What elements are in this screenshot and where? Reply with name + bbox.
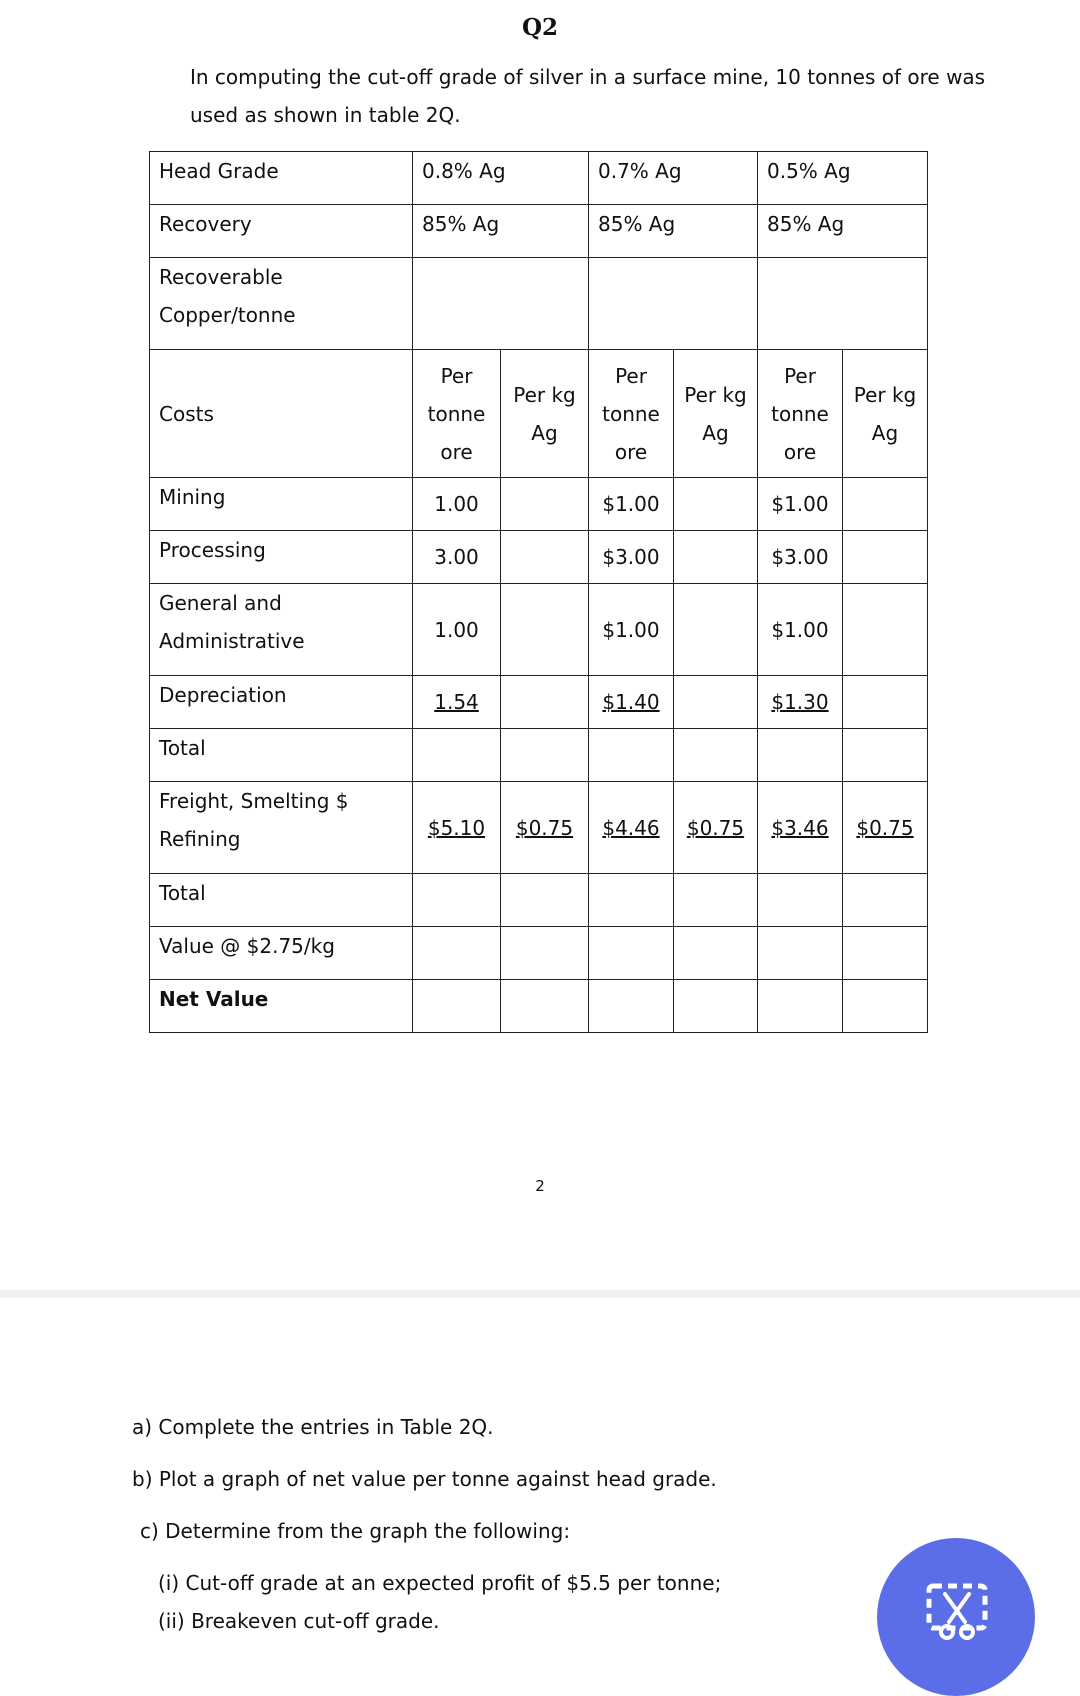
empty-cell (674, 584, 758, 676)
empty-cell (413, 258, 589, 350)
table-row (150, 478, 928, 531)
cost-cell: $1.40 (589, 676, 674, 729)
col-header-per-tonne: Per tonne ore (413, 350, 501, 478)
cost-cell: $1.00 (589, 478, 674, 531)
empty-cell (589, 874, 674, 927)
grade-cell: 0.8% Ag (413, 152, 589, 205)
row-label: Mining (150, 478, 413, 531)
cost-cell: 1.54 (413, 676, 501, 729)
empty-cell (501, 584, 589, 676)
col-header-per-tonne: Per tonne ore (758, 350, 843, 478)
cost-cell: $3.00 (758, 531, 843, 584)
empty-cell (674, 729, 758, 782)
cost-cell: $1.00 (589, 584, 674, 676)
row-label: Recovery (150, 205, 413, 258)
table-row (150, 729, 928, 782)
cost-cell: 1.00 (413, 478, 501, 531)
empty-cell (674, 980, 758, 1033)
row-label: Value @ $2.75/kg (150, 927, 413, 980)
empty-cell (589, 258, 758, 350)
question-a: a) Complete the entries in Table 2Q. (132, 1415, 494, 1439)
empty-cell (589, 980, 674, 1033)
empty-cell (674, 676, 758, 729)
empty-cell (843, 874, 928, 927)
question-heading: Q2 (521, 14, 559, 41)
table-2q (149, 151, 928, 1033)
empty-cell (413, 927, 501, 980)
row-label: Total (150, 874, 413, 927)
empty-cell (843, 676, 928, 729)
cost-cell: $1.00 (758, 584, 843, 676)
empty-cell (758, 927, 843, 980)
screenshot-button[interactable] (877, 1538, 1035, 1696)
col-header-per-kg: Per kg Ag (843, 350, 928, 478)
row-label: Recoverable Copper/tonne (150, 258, 413, 350)
col-header-per-kg: Per kg Ag (674, 350, 758, 478)
empty-cell (674, 874, 758, 927)
cost-cell: $3.00 (589, 531, 674, 584)
cost-cell: $0.75 (843, 782, 928, 874)
recovery-cell: 85% Ag (589, 205, 758, 258)
table-row (150, 927, 928, 980)
cost-cell: $1.30 (758, 676, 843, 729)
question-c: c) Determine from the graph the following: (140, 1519, 571, 1543)
row-label: Head Grade (150, 152, 413, 205)
table-row (150, 205, 928, 258)
table-row (150, 782, 928, 874)
page-separator (0, 1290, 1080, 1298)
empty-cell (843, 584, 928, 676)
row-label: Depreciation (150, 676, 413, 729)
question-c-ii: (ii) Breakeven cut-off grade. (158, 1609, 440, 1633)
question-b: b) Plot a graph of net value per tonne against head grade. (132, 1467, 717, 1491)
cost-cell: $3.46 (758, 782, 843, 874)
empty-cell (413, 980, 501, 1033)
grade-cell: 0.5% Ag (758, 152, 928, 205)
table-row (150, 874, 928, 927)
row-label: Processing (150, 531, 413, 584)
empty-cell (501, 729, 589, 782)
cost-cell: $1.00 (758, 478, 843, 531)
empty-cell (843, 531, 928, 584)
col-header-per-kg: Per kg Ag (501, 350, 589, 478)
table-row (150, 531, 928, 584)
table-row (150, 980, 928, 1033)
table-row (150, 258, 928, 350)
row-label: Net Value (150, 980, 413, 1033)
table-row (150, 584, 928, 676)
row-label: General and Administrative (150, 584, 413, 676)
row-label: Costs (150, 350, 413, 478)
empty-cell (674, 531, 758, 584)
question-c-i: (i) Cut-off grade at an expected profit of $5.5 per tonne; (158, 1571, 722, 1595)
empty-cell (589, 729, 674, 782)
grade-cell: 0.7% Ag (589, 152, 758, 205)
empty-cell (674, 927, 758, 980)
table-row (150, 152, 928, 205)
row-label: Freight, Smelting $ Refining (150, 782, 413, 874)
empty-cell (843, 927, 928, 980)
empty-cell (501, 676, 589, 729)
cost-cell: $4.46 (589, 782, 674, 874)
empty-cell (843, 478, 928, 531)
empty-cell (843, 980, 928, 1033)
empty-cell (501, 874, 589, 927)
empty-cell (413, 729, 501, 782)
page-number: 2 (535, 1177, 545, 1195)
empty-cell (413, 874, 501, 927)
empty-cell (501, 478, 589, 531)
empty-cell (758, 258, 928, 350)
cost-cell: 1.00 (413, 584, 501, 676)
col-header-per-tonne: Per tonne ore (589, 350, 674, 478)
screenshot-scissors-icon (925, 1580, 989, 1644)
table-row (150, 676, 928, 729)
cost-cell: $0.75 (501, 782, 589, 874)
recovery-cell: 85% Ag (758, 205, 928, 258)
empty-cell (501, 980, 589, 1033)
empty-cell (501, 927, 589, 980)
cost-cell: 3.00 (413, 531, 501, 584)
empty-cell (758, 729, 843, 782)
empty-cell (674, 478, 758, 531)
empty-cell (758, 874, 843, 927)
row-label: Total (150, 729, 413, 782)
intro-paragraph: In computing the cut-off grade of silver in a surface mine, 10 tonnes of ore was used as shown in table 2Q. (190, 65, 986, 127)
cost-cell: $0.75 (674, 782, 758, 874)
empty-cell (589, 927, 674, 980)
empty-cell (843, 729, 928, 782)
empty-cell (501, 531, 589, 584)
table-row (150, 350, 928, 478)
recovery-cell: 85% Ag (413, 205, 589, 258)
cost-cell: $5.10 (413, 782, 501, 874)
empty-cell (758, 980, 843, 1033)
